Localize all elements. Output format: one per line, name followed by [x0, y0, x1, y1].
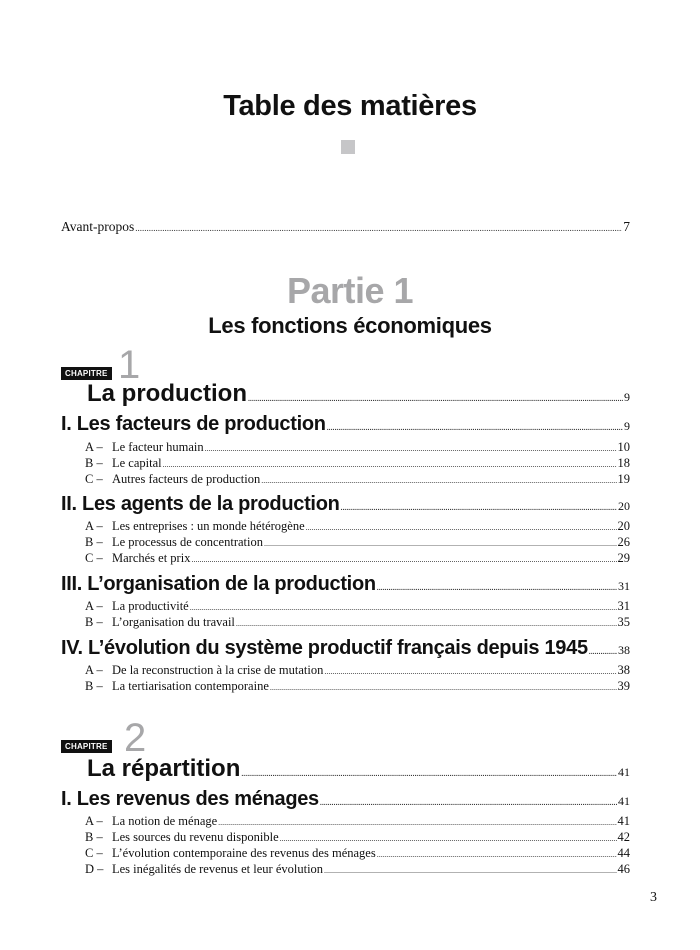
- subsection-letter: A –: [85, 440, 103, 454]
- toc-page-number: 18: [617, 456, 630, 470]
- subsection-letter: A –: [85, 519, 103, 533]
- dot-leader: [324, 866, 616, 875]
- toc-page-number: 26: [617, 535, 630, 549]
- toc-section-1-2[interactable]: [61, 493, 630, 516]
- subsection-label: La productivité: [112, 599, 189, 613]
- toc-subsection[interactable]: [61, 663, 630, 678]
- subsection-letter: A –: [85, 663, 103, 677]
- toc-subsection[interactable]: [61, 456, 630, 471]
- toc-page-number: 38: [617, 663, 630, 677]
- toc-page-number: 39: [617, 679, 630, 693]
- subsection-letter: B –: [85, 679, 103, 693]
- chapter-badge: CHAPITRE: [61, 367, 112, 380]
- dot-leader: [163, 460, 617, 469]
- subsection-label: Les entreprises : un monde hétérogène: [112, 519, 305, 533]
- toc-subsection[interactable]: [61, 472, 630, 487]
- toc-page-number: 41: [618, 765, 630, 779]
- toc-section-1-4[interactable]: [61, 637, 630, 660]
- toc-page-number: 7: [623, 219, 630, 234]
- subsection-letter: C –: [85, 551, 103, 565]
- section-title: I. Les revenus des ménages: [61, 788, 319, 810]
- toc-subsection[interactable]: [61, 862, 630, 877]
- subsection-letter: C –: [85, 846, 103, 860]
- toc-page-number: 41: [618, 794, 630, 808]
- section-title: IV. L’évolution du système productif français depuis 1945: [61, 637, 588, 659]
- dot-leader: [270, 683, 617, 692]
- dot-leader: [324, 667, 616, 676]
- subsection-label: La tertiarisation contemporaine: [112, 679, 269, 693]
- subsection-label: L’organisation du travail: [112, 615, 235, 629]
- subsection-label: Les sources du revenu disponible: [112, 830, 279, 844]
- toc-subsection[interactable]: [61, 599, 630, 614]
- subsection-letter: A –: [85, 599, 103, 613]
- toc-subsection[interactable]: [61, 519, 630, 534]
- chapter-title: La production: [87, 380, 247, 407]
- toc-page-number: 35: [617, 615, 630, 629]
- part-number: Partie 1: [286, 270, 414, 311]
- dot-leader: [327, 425, 623, 432]
- toc-chapter-1[interactable]: [61, 380, 630, 408]
- subsection-letter: A –: [85, 814, 103, 828]
- toc-subsection[interactable]: [61, 440, 630, 455]
- page-title: Table des matières: [223, 90, 477, 122]
- subsection-label: Le capital: [112, 456, 162, 470]
- toc-entry-label: Avant-propos: [61, 219, 135, 234]
- toc-section-1-1[interactable]: [61, 413, 630, 436]
- toc-entry-avant-propos[interactable]: [61, 219, 630, 235]
- dot-leader: [241, 771, 617, 778]
- dot-leader: [280, 834, 617, 843]
- dot-leader: [236, 619, 617, 628]
- toc-section-2-1[interactable]: [61, 788, 630, 811]
- toc-subsection[interactable]: [61, 814, 630, 829]
- dot-leader: [218, 818, 616, 827]
- chapter-number: 1: [118, 343, 141, 387]
- chapter-title: La répartition: [87, 755, 241, 782]
- toc-subsection[interactable]: [61, 830, 630, 845]
- toc-chapter-2[interactable]: [61, 755, 630, 783]
- toc-page-number: 31: [617, 599, 630, 613]
- page-folio: 3: [650, 890, 657, 905]
- subsection-letter: B –: [85, 615, 103, 629]
- dot-leader: [248, 396, 623, 403]
- toc-page-number: 42: [617, 830, 630, 844]
- toc-subsection[interactable]: [61, 846, 630, 861]
- chapter-number: 2: [124, 716, 147, 760]
- title-ornament-square: [341, 140, 355, 154]
- toc-page-number: 10: [617, 440, 630, 454]
- subsection-letter: C –: [85, 472, 103, 486]
- subsection-label: Les inégalités de revenus et leur évolution: [112, 862, 324, 876]
- dot-leader: [264, 539, 617, 548]
- chapter-badge: CHAPITRE: [61, 740, 112, 753]
- toc-subsection[interactable]: [61, 551, 630, 566]
- toc-section-1-3[interactable]: [61, 573, 630, 596]
- dot-leader: [190, 603, 617, 612]
- subsection-letter: B –: [85, 535, 103, 549]
- dot-leader: [589, 649, 617, 656]
- toc-page-number: 44: [617, 846, 630, 860]
- dot-leader: [191, 555, 616, 564]
- subsection-label: Autres facteurs de production: [112, 472, 261, 486]
- section-title: III. L’organisation de la production: [61, 573, 376, 595]
- dot-leader: [341, 505, 617, 512]
- subsection-label: Le facteur humain: [112, 440, 204, 454]
- toc-page-number: 41: [617, 814, 630, 828]
- part-title: Les fonctions économiques: [208, 313, 492, 338]
- dot-leader: [320, 800, 617, 807]
- dot-leader: [377, 850, 617, 859]
- toc-subsection[interactable]: [61, 615, 630, 630]
- subsection-label: La notion de ménage: [112, 814, 218, 828]
- subsection-letter: B –: [85, 830, 103, 844]
- toc-page-number: 46: [617, 862, 630, 876]
- toc-page-number: 38: [618, 643, 630, 657]
- subsection-label: Marchés et prix: [112, 551, 191, 565]
- dot-leader: [205, 444, 617, 453]
- toc-page-number: 29: [617, 551, 630, 565]
- toc-page-number: 9: [624, 390, 630, 404]
- subsection-label: L’évolution contemporaine des revenus des ménages: [112, 846, 376, 860]
- toc-page-number: 20: [618, 499, 630, 513]
- subsection-label: Le processus de concentration: [112, 535, 263, 549]
- dot-leader: [377, 585, 617, 592]
- section-title: II. Les agents de la production: [61, 493, 340, 515]
- subsection-letter: B –: [85, 456, 103, 470]
- toc-subsection[interactable]: [61, 535, 630, 550]
- subsection-label: De la reconstruction à la crise de mutation: [112, 663, 324, 677]
- dot-leader: [306, 523, 617, 532]
- dot-leader: [261, 476, 616, 485]
- toc-page-number: 20: [617, 519, 630, 533]
- toc-page-number: 9: [624, 419, 630, 433]
- dot-leader: [135, 223, 622, 233]
- section-title: I. Les facteurs de production: [61, 413, 326, 435]
- toc-page-number: 31: [618, 579, 630, 593]
- toc-page-number: 19: [617, 472, 630, 486]
- subsection-letter: D –: [85, 862, 104, 876]
- toc-subsection[interactable]: [61, 679, 630, 694]
